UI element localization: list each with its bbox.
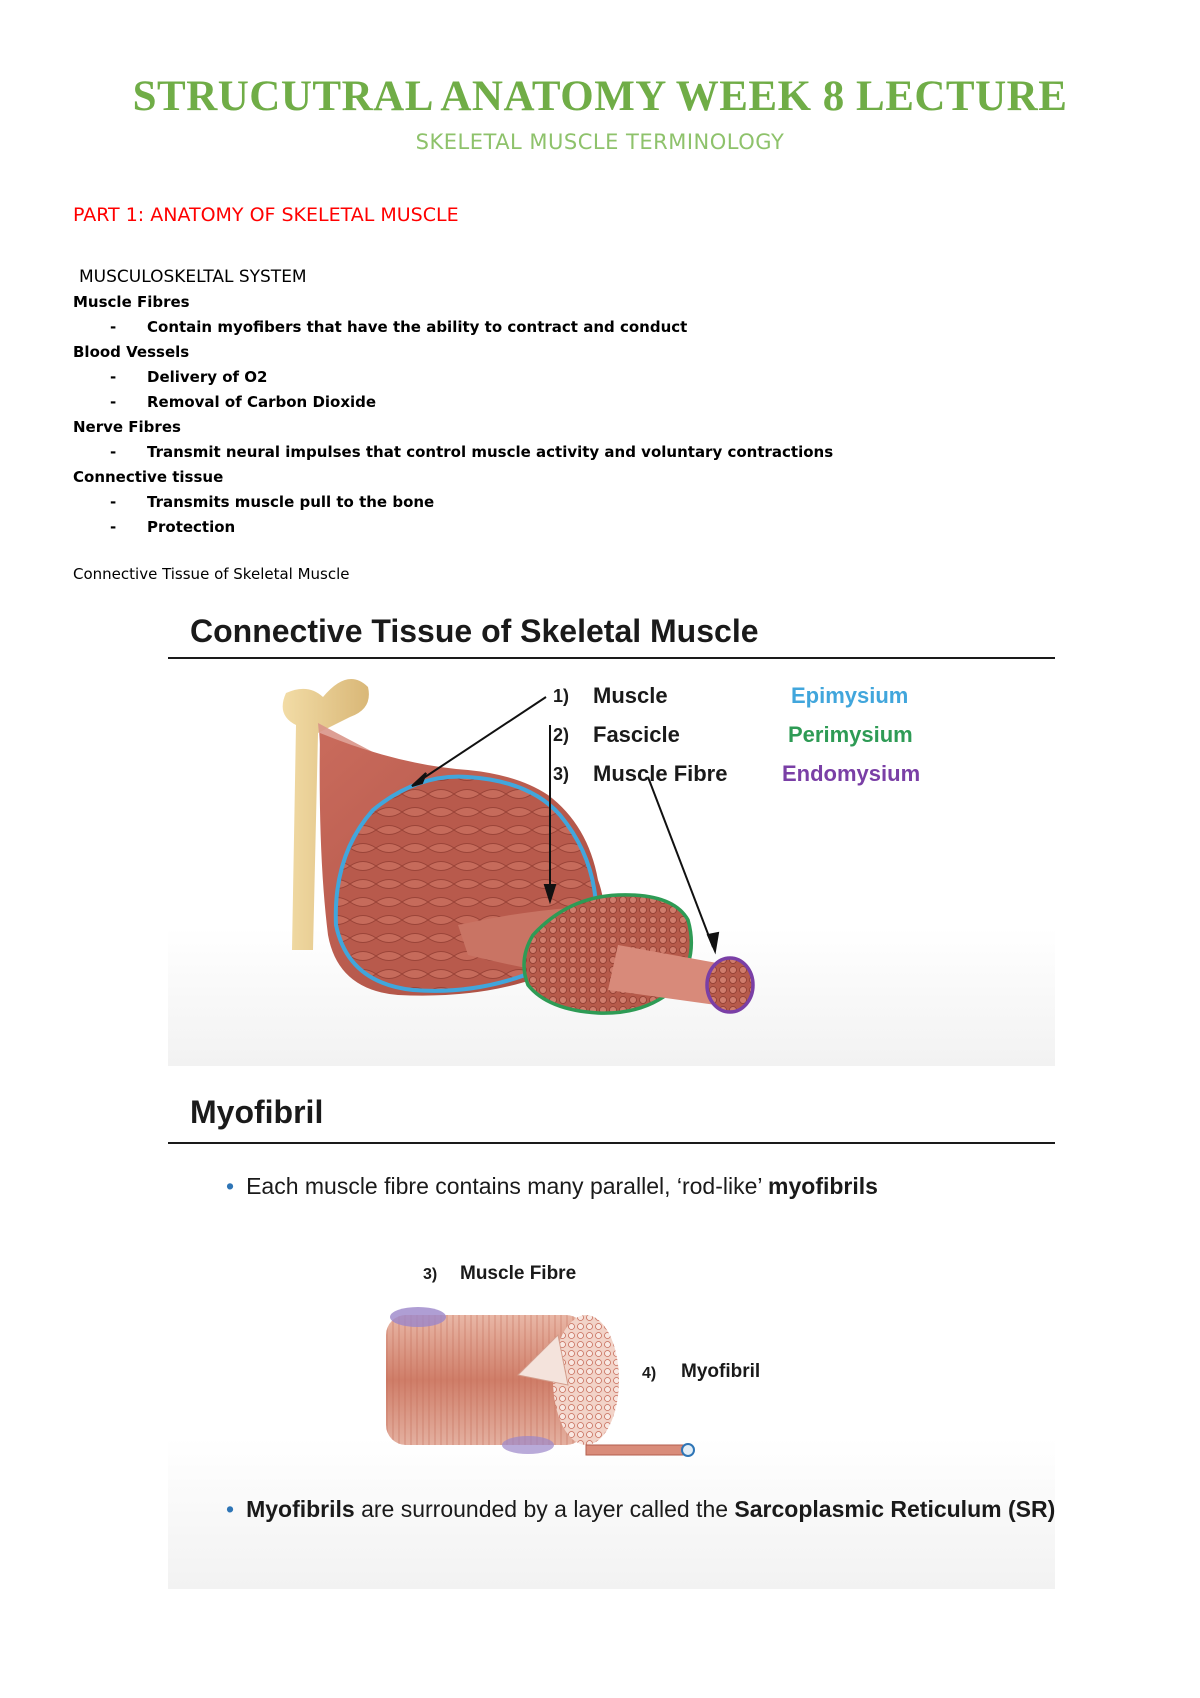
list-item-text: Transmits muscle pull to the bone xyxy=(147,493,435,511)
myofibril-illustration xyxy=(378,1295,738,1465)
group-heading: Blood Vessels xyxy=(73,343,190,361)
group-heading: Muscle Fibres xyxy=(73,293,190,311)
label-number-1: 1) xyxy=(553,686,570,706)
slide-title: Connective Tissue of Skeletal Muscle xyxy=(190,613,759,649)
connective-tissue-slide xyxy=(168,605,1055,1066)
label-epimysium: Epimysium xyxy=(791,683,909,708)
bullet-text: Each muscle fibre contains many parallel, ‘rod-like’ xyxy=(246,1173,769,1199)
bullet-glyph: • xyxy=(226,1496,235,1522)
label-number-3: 3) xyxy=(553,764,570,784)
label-endomysium: Endomysium xyxy=(782,761,921,786)
label-muscle-fibre: Muscle Fibre xyxy=(593,761,728,786)
notes-section xyxy=(73,265,833,565)
myofibril-end xyxy=(682,1444,694,1456)
list-item xyxy=(73,515,833,540)
bullet-glyph: • xyxy=(226,1173,235,1199)
list-item-text: Contain myofibers that have the ability to contract and conduct xyxy=(147,318,688,336)
list-item xyxy=(73,490,833,515)
list-dash: - xyxy=(110,443,117,461)
myofibril-rod xyxy=(586,1445,686,1455)
part-heading: PART 1: ANATOMY OF SKELETAL MUSCLE xyxy=(73,204,459,226)
document-title: STRUCUTRAL ANATOMY WEEK 8 LECTURE xyxy=(132,73,1068,120)
group-heading: Connective tissue xyxy=(73,468,224,486)
list-dash: - xyxy=(110,518,117,536)
myofibril-slide xyxy=(168,1085,1055,1589)
fig-label-muscle-fibre: Muscle Fibre xyxy=(460,1263,577,1284)
title-rule xyxy=(168,1142,1055,1144)
list-item-text: Removal of Carbon Dioxide xyxy=(147,393,377,411)
label-perimysium: Perimysium xyxy=(788,722,913,747)
bullet-bold: Myofibrils xyxy=(246,1496,355,1522)
list-dash: - xyxy=(110,393,117,411)
muscle-illustration xyxy=(168,605,1055,1066)
fibre-cross-section xyxy=(707,958,753,1012)
document-subtitle: SKELETAL MUSCLE TERMINOLOGY xyxy=(415,130,785,154)
list-item-text: Transmit neural impulses that control muscle activity and voluntary contractions xyxy=(147,443,834,461)
group-heading: Nerve Fibres xyxy=(73,418,181,436)
list-item-text: Protection xyxy=(147,518,236,536)
list-dash: - xyxy=(110,493,117,511)
fig-number-4: 4) xyxy=(642,1365,657,1382)
bullet-text: are surrounded by a layer called the xyxy=(354,1496,735,1522)
label-muscle: Muscle xyxy=(593,683,668,708)
label-number-2: 2) xyxy=(553,725,570,745)
bullet-sarcoplasmic-reticulum xyxy=(226,1496,1055,1523)
slide-title: Myofibril xyxy=(190,1094,324,1130)
list-item xyxy=(73,315,833,340)
bullet-bold: Sarcoplasmic Reticulum (SR) xyxy=(734,1496,1056,1522)
list-item xyxy=(73,440,833,465)
nucleus xyxy=(502,1436,554,1454)
bullet-bold: myofibrils xyxy=(768,1173,878,1199)
bullet-myofibrils xyxy=(226,1173,878,1200)
list-dash: - xyxy=(110,368,117,386)
figure-caption: Connective Tissue of Skeletal Muscle xyxy=(73,565,350,583)
list-dash: - xyxy=(110,318,117,336)
nucleus xyxy=(390,1307,446,1327)
list-item-text: Delivery of O2 xyxy=(147,368,268,386)
list-item xyxy=(73,365,833,390)
fig-label-myofibril: Myofibril xyxy=(681,1361,761,1382)
list-item xyxy=(73,390,833,415)
fig-number-3: 3) xyxy=(423,1266,438,1283)
label-fascicle: Fascicle xyxy=(593,722,680,747)
note-groups xyxy=(73,290,833,540)
section-heading: MUSCULOSKELTAL SYSTEM xyxy=(79,267,307,287)
